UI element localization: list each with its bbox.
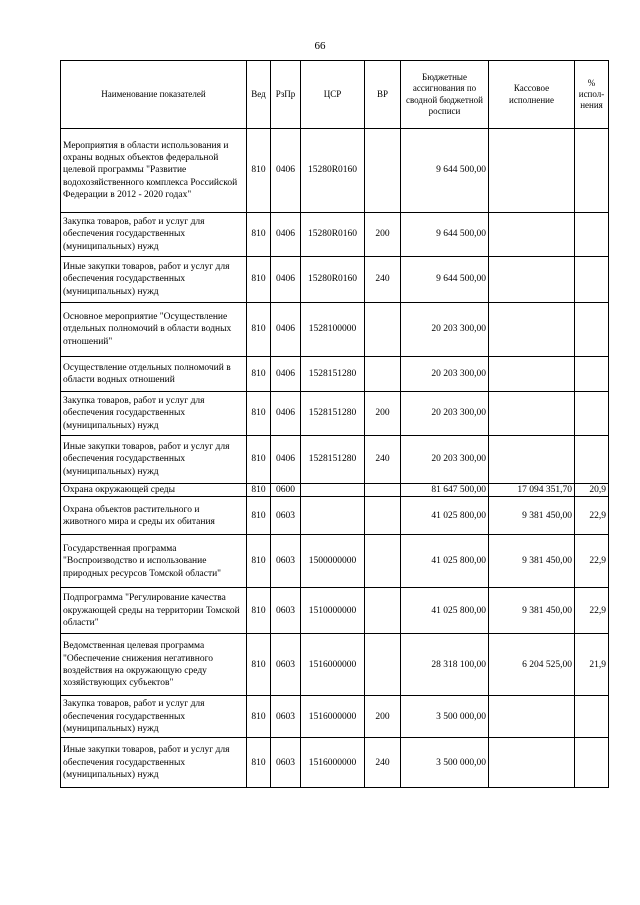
- row-ved: 810: [247, 303, 271, 357]
- table-row: [61, 129, 609, 213]
- row-csr: 1516000000: [301, 738, 365, 788]
- row-rzpr: 0406: [271, 436, 301, 484]
- table-row: [61, 484, 609, 497]
- row-vr: 240: [365, 257, 401, 303]
- row-cash: [489, 357, 575, 392]
- header-vr: ВР: [365, 61, 401, 129]
- row-cash: [489, 738, 575, 788]
- row-name: Государственная программа "Воспроизводство и использование природных ресурсов Томской области": [61, 535, 247, 588]
- row-cash: [489, 213, 575, 257]
- row-budget: 20 203 300,00: [401, 303, 489, 357]
- row-budget: 41 025 800,00: [401, 588, 489, 634]
- header-budget: Бюджетные ассигнования по сводной бюджетной росписи: [401, 61, 489, 129]
- row-vr: [365, 357, 401, 392]
- row-vr: 200: [365, 696, 401, 738]
- header-csr: ЦСР: [301, 61, 365, 129]
- table-row: [61, 257, 609, 303]
- row-ved: 810: [247, 738, 271, 788]
- row-ved: 810: [247, 497, 271, 535]
- row-rzpr: 0406: [271, 357, 301, 392]
- row-vr: 240: [365, 436, 401, 484]
- header-cash: Кассовое исполнение: [489, 61, 575, 129]
- row-rzpr: 0406: [271, 392, 301, 436]
- row-vr: [365, 535, 401, 588]
- row-rzpr: 0406: [271, 257, 301, 303]
- row-ved: 810: [247, 357, 271, 392]
- row-csr: 1528151280: [301, 357, 365, 392]
- row-pct: 22,9: [575, 535, 609, 588]
- row-pct: [575, 436, 609, 484]
- row-rzpr: 0603: [271, 535, 301, 588]
- row-ved: 810: [247, 588, 271, 634]
- row-name: Закупка товаров, работ и услуг для обеспечения государственных (муниципальных) нужд: [61, 696, 247, 738]
- table-row: [61, 213, 609, 257]
- row-csr: 1510000000: [301, 588, 365, 634]
- row-vr: 240: [365, 738, 401, 788]
- row-csr: 1516000000: [301, 696, 365, 738]
- row-cash: 9 381 450,00: [489, 588, 575, 634]
- row-name: Закупка товаров, работ и услуг для обеспечения государственных (муниципальных) нужд: [61, 213, 247, 257]
- table-row: [61, 696, 609, 738]
- row-pct: 22,9: [575, 588, 609, 634]
- row-rzpr: 0603: [271, 696, 301, 738]
- page-number: 66: [314, 40, 326, 52]
- row-name: Основное мероприятие "Осуществление отдельных полномочий в области водных отношений": [61, 303, 247, 357]
- row-ved: 810: [247, 634, 271, 696]
- header-name: Наименование показателей: [61, 61, 247, 129]
- table-row: [61, 588, 609, 634]
- table-row: [61, 738, 609, 788]
- row-name: Закупка товаров, работ и услуг для обеспечения государственных (муниципальных) нужд: [61, 392, 247, 436]
- row-name: Охрана объектов растительного и животного мира и среды их обитания: [61, 497, 247, 535]
- row-csr: 1528151280: [301, 436, 365, 484]
- table-row: [61, 392, 609, 436]
- row-csr: 15280R0160: [301, 257, 365, 303]
- row-vr: [365, 484, 401, 497]
- row-rzpr: 0603: [271, 497, 301, 535]
- row-csr: [301, 497, 365, 535]
- header-rzpr: РзПр: [271, 61, 301, 129]
- row-vr: [365, 497, 401, 535]
- row-csr: 1528151280: [301, 392, 365, 436]
- row-csr: 1516000000: [301, 634, 365, 696]
- row-cash: [489, 436, 575, 484]
- header-pct: % испол-нения: [575, 61, 609, 129]
- row-rzpr: 0600: [271, 484, 301, 497]
- row-pct: [575, 738, 609, 788]
- table-row: [61, 634, 609, 696]
- row-ved: 810: [247, 535, 271, 588]
- row-cash: [489, 392, 575, 436]
- row-vr: 200: [365, 213, 401, 257]
- row-budget: 28 318 100,00: [401, 634, 489, 696]
- budget-execution-table: [60, 60, 609, 788]
- row-csr: 1528100000: [301, 303, 365, 357]
- row-pct: 20,9: [575, 484, 609, 497]
- row-budget: 3 500 000,00: [401, 738, 489, 788]
- row-csr: 15280R0160: [301, 129, 365, 213]
- row-pct: [575, 696, 609, 738]
- row-name: Подпрограмма "Регулирование качества окружающей среды на территории Томской области": [61, 588, 247, 634]
- header-ved: Вед: [247, 61, 271, 129]
- row-budget: 20 203 300,00: [401, 357, 489, 392]
- row-name: Ведомственная целевая программа "Обеспечение снижения негативного воздействия на окружающую среду хозяйствующих субъектов": [61, 634, 247, 696]
- row-csr: [301, 484, 365, 497]
- row-pct: 22,9: [575, 497, 609, 535]
- row-pct: [575, 257, 609, 303]
- row-rzpr: 0406: [271, 213, 301, 257]
- row-rzpr: 0603: [271, 738, 301, 788]
- row-rzpr: 0603: [271, 588, 301, 634]
- row-name: Охрана окружающей среды: [61, 484, 247, 497]
- row-csr: 1500000000: [301, 535, 365, 588]
- row-ved: 810: [247, 696, 271, 738]
- row-pct: [575, 303, 609, 357]
- row-cash: [489, 257, 575, 303]
- row-budget: 81 647 500,00: [401, 484, 489, 497]
- row-rzpr: 0603: [271, 634, 301, 696]
- row-vr: 200: [365, 392, 401, 436]
- row-ved: 810: [247, 257, 271, 303]
- row-budget: 20 203 300,00: [401, 392, 489, 436]
- row-pct: [575, 129, 609, 213]
- row-pct: [575, 392, 609, 436]
- row-name: Иные закупки товаров, работ и услуг для обеспечения государственных (муниципальных) нужд: [61, 738, 247, 788]
- row-ved: 810: [247, 129, 271, 213]
- row-name: Осуществление отдельных полномочий в области водных отношений: [61, 357, 247, 392]
- row-rzpr: 0406: [271, 129, 301, 213]
- row-cash: 9 381 450,00: [489, 535, 575, 588]
- row-name: Мероприятия в области использования и охраны водных объектов федеральной целевой программы "Развитие водохозяйственного комплекса Российской Федерации в 2012 - 2020 годах": [61, 129, 247, 213]
- table-row: [61, 436, 609, 484]
- row-rzpr: 0406: [271, 303, 301, 357]
- row-vr: [365, 634, 401, 696]
- row-pct: [575, 357, 609, 392]
- row-pct: 21,9: [575, 634, 609, 696]
- row-cash: [489, 696, 575, 738]
- table-row: [61, 535, 609, 588]
- row-budget: 3 500 000,00: [401, 696, 489, 738]
- row-cash: 9 381 450,00: [489, 497, 575, 535]
- row-vr: [365, 588, 401, 634]
- row-budget: 9 644 500,00: [401, 213, 489, 257]
- table-header-row: [61, 61, 609, 129]
- row-vr: [365, 303, 401, 357]
- row-ved: 810: [247, 484, 271, 497]
- row-ved: 810: [247, 436, 271, 484]
- row-budget: 9 644 500,00: [401, 257, 489, 303]
- row-budget: 20 203 300,00: [401, 436, 489, 484]
- row-cash: 17 094 351,70: [489, 484, 575, 497]
- row-ved: 810: [247, 213, 271, 257]
- table-row: [61, 497, 609, 535]
- row-ved: 810: [247, 392, 271, 436]
- row-csr: 15280R0160: [301, 213, 365, 257]
- row-cash: [489, 129, 575, 213]
- row-name: Иные закупки товаров, работ и услуг для обеспечения государственных (муниципальных) нужд: [61, 257, 247, 303]
- row-budget: 9 644 500,00: [401, 129, 489, 213]
- row-budget: 41 025 800,00: [401, 535, 489, 588]
- row-budget: 41 025 800,00: [401, 497, 489, 535]
- table-row: [61, 357, 609, 392]
- row-pct: [575, 213, 609, 257]
- row-vr: [365, 129, 401, 213]
- row-cash: [489, 303, 575, 357]
- table-row: [61, 303, 609, 357]
- row-cash: 6 204 525,00: [489, 634, 575, 696]
- row-name: Иные закупки товаров, работ и услуг для обеспечения государственных (муниципальных) нужд: [61, 436, 247, 484]
